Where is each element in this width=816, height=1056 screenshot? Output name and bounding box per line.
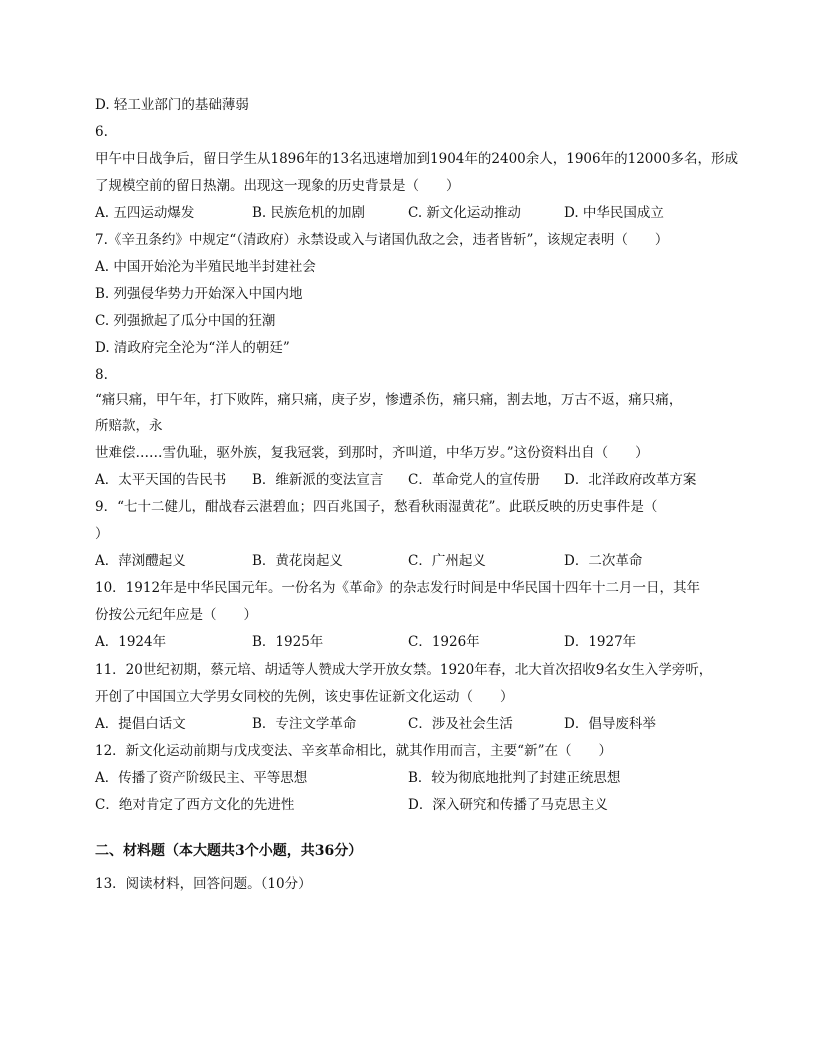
q6-option-c: C. 新文化运动推动 [408, 205, 521, 221]
q9-options [0, 552, 816, 570]
q9-stem-line1: 9．“七十二健儿，酣战春云湛碧血；四百兆国子，愁看秋雨湿黄花”。此联反映的历史事件是（ [95, 499, 658, 515]
q6-stem-line1: 甲午中日战争后，留日学生从1896年的13名迅速增加到1904年的2400余人，1906年的12000多名，形成 [95, 151, 739, 167]
q12-options-row2 [0, 796, 816, 814]
q6-option-d: D. 中华民国成立 [564, 205, 664, 221]
q8-options [0, 471, 816, 489]
q12-options-row1 [0, 769, 816, 787]
q9-option-a: A．萍浏醴起义 [95, 553, 186, 569]
q8-number: 8. [95, 367, 108, 383]
q6-options [0, 204, 816, 222]
q6-number: 6. [95, 124, 108, 140]
q10-option-b: B．1925年 [252, 634, 324, 650]
q9-option-d: D．二次革命 [564, 553, 643, 569]
q5-option-d: D. 轻工业部门的基础薄弱 [95, 97, 249, 113]
q11-option-d: D．倡导废科举 [564, 716, 656, 732]
q8-option-c: C．革命党人的宣传册 [408, 472, 540, 488]
q6-stem-line2: 了规模空前的留日热潮。出现这一现象的历史背景是（ ） [95, 178, 460, 194]
q11-option-c: C．涉及社会生活 [408, 716, 513, 732]
q8-option-a: A．太平天国的告民书 [95, 472, 227, 488]
q7-option-b: B. 列强侵华势力开始深入中国内地 [95, 286, 303, 302]
q8-stem-line1: “痛只痛，甲午年，打下败阵，痛只痛，庚子岁，惨遭杀伤，痛只痛，割去地，万古不返，痛只痛， [95, 392, 683, 408]
q11-option-a: A．提倡白话文 [95, 716, 186, 732]
q7-option-d: D. 清政府完全沦为“洋人的朝廷” [95, 340, 290, 356]
q7-option-c: C. 列强掀起了瓜分中国的狂潮 [95, 313, 276, 329]
q10-stem-line2: 份按公元纪年应是（ ） [95, 607, 257, 623]
q8-option-d: D．北洋政府改革方案 [564, 472, 697, 488]
q11-stem-line1: 11．20世纪初期，蔡元培、胡适等人赞成大学开放女禁。1920年春，北大首次招收9名女生入学旁听， [95, 662, 713, 678]
q7-option-a: A. 中国开始沦为半殖民地半封建社会 [95, 259, 316, 275]
q12-option-a: A．传播了资产阶级民主、平等思想 [95, 770, 308, 786]
q11-stem-line2: 开创了中国国立大学男女同校的先例，该史事佐证新文化运动（ ） [95, 689, 514, 705]
q13-stem: 13．阅读材料，回答问题。（10分） [95, 876, 312, 892]
q11-options [0, 715, 816, 733]
q12-option-b: B．较为彻底地批判了封建正统思想 [408, 770, 621, 786]
q10-option-a: A．1924年 [95, 634, 167, 650]
q10-option-c: C．1926年 [408, 634, 480, 650]
q12-option-d: D．深入研究和传播了马克思主义 [408, 797, 608, 813]
q10-stem-line1: 10．1912年是中华民国元年。一份名为《革命》的杂志发行时间是中华民国十四年十二月一日，其年 [95, 580, 701, 596]
q10-option-d: D．1927年 [564, 634, 637, 650]
q6-option-b: B. 民族危机的加剧 [252, 205, 366, 221]
q9-option-b: B．黄花岗起义 [252, 553, 343, 569]
section2-heading: 二、材料题（本大题共3个小题，共36分） [95, 843, 363, 859]
q8-option-b: B．维新派的变法宣言 [252, 472, 384, 488]
q11-option-b: B．专注文学革命 [252, 716, 357, 732]
q6-option-a: A. 五四运动爆发 [95, 205, 195, 221]
q8-stem-line3: 世难偿……雪仇耻，驱外族，复我冠裳，到那时，齐叫道，中华万岁。”这份资料出自（ ） [95, 445, 649, 461]
q7-stem: 7.《辛丑条约》中规定“（清政府）永禁设或入与诸国仇敌之会，违者皆斩”，该规定表明（ ） [95, 232, 669, 248]
q9-option-c: C．广州起义 [408, 553, 486, 569]
q12-stem: 12．新文化运动前期与戊戌变法、辛亥革命相比，就其作用而言，主要“新”在（ ） [95, 743, 612, 759]
q9-stem-line2: ） [95, 526, 109, 542]
q12-option-c: C．绝对肯定了西方文化的先进性 [95, 797, 295, 813]
q8-stem-line2: 所赔款，永 [95, 418, 163, 434]
q10-options [0, 633, 816, 651]
